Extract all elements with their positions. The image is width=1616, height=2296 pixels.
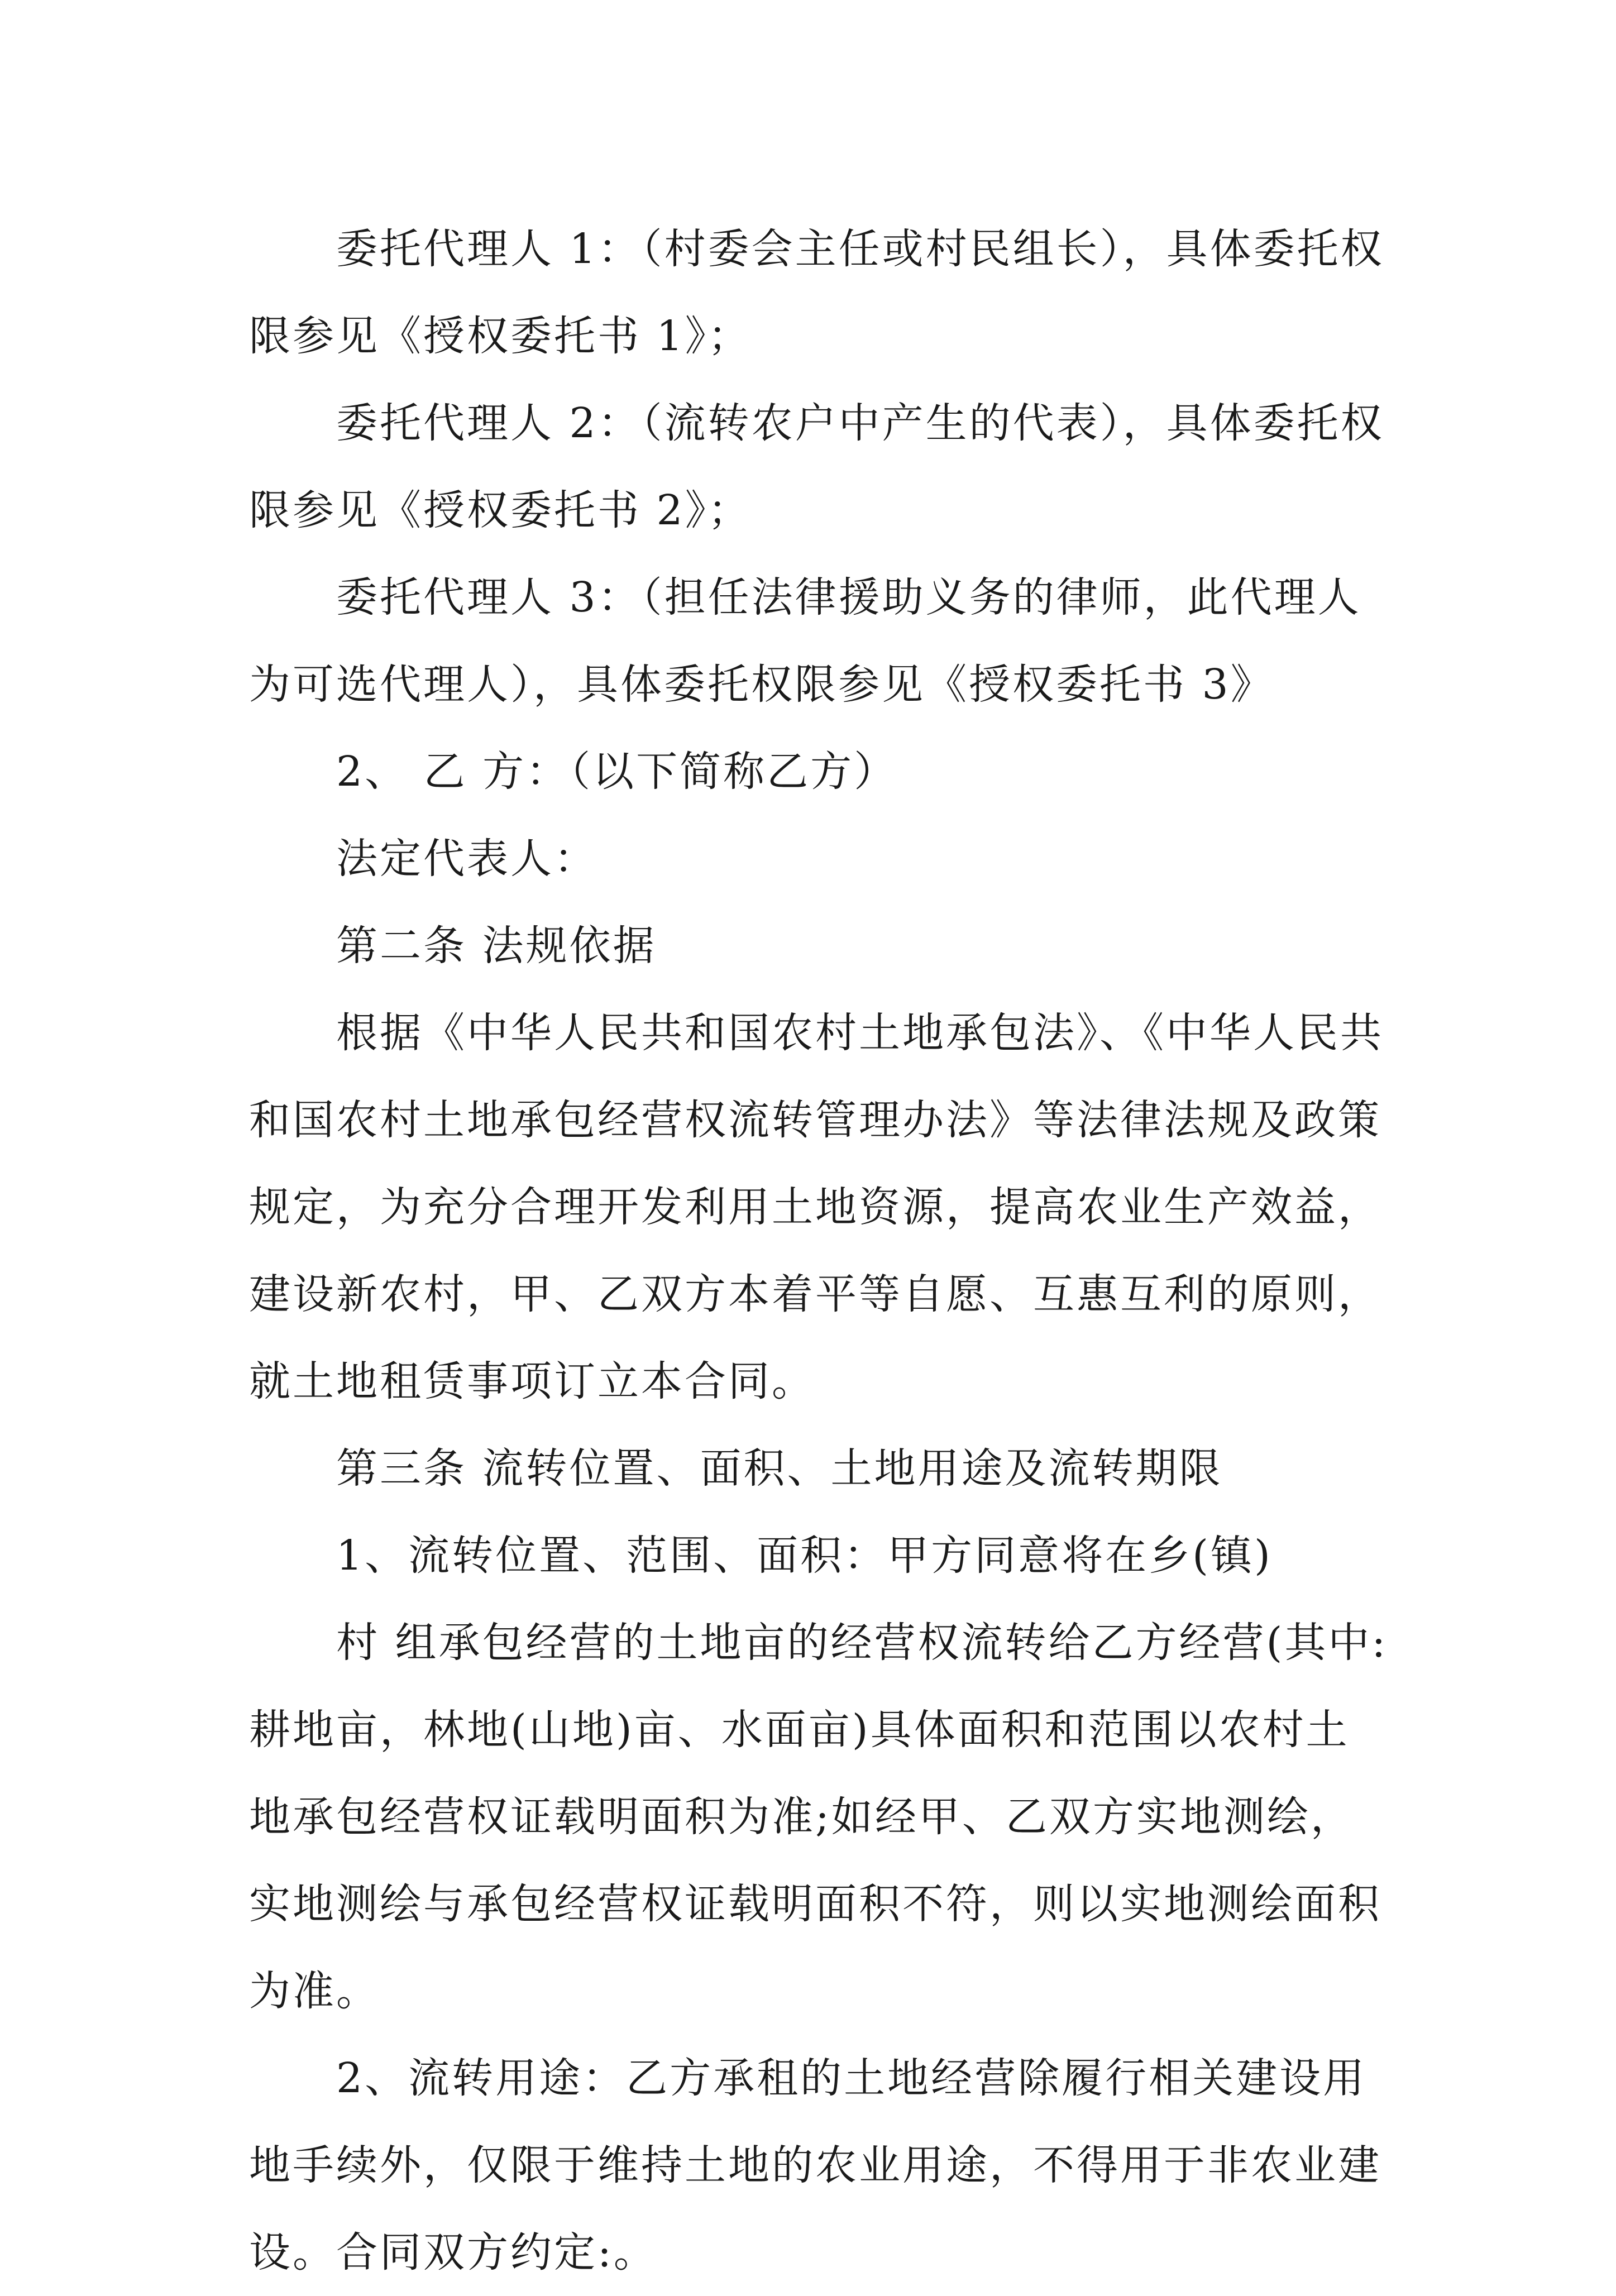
paragraph-legal-representative (249, 815, 1377, 902)
text-line: 法定代表人： (336, 835, 597, 883)
text-line: 村 组承包经营的土地亩的经营权流转给乙方经营(其中: (336, 1619, 1388, 1667)
document-body (249, 205, 1388, 2296)
paragraph-transfer-use (249, 2035, 1381, 2296)
text-line: 为可选代理人），具体委托权限参见《授权委托书 3》 (249, 661, 1274, 709)
text-line: 限参见《授权委托书 1》； (249, 312, 752, 360)
paragraph-agent-3 (249, 554, 1377, 728)
text-line: 委托代理人 2：（流转农户中产生的代表），具体委托权 (336, 399, 1384, 447)
text-line: 地手续外，仅限于维持土地的农业用途，不得用于非农业建 (249, 2141, 1381, 2189)
text-line: 为准。 (249, 1967, 380, 2015)
section-heading: 第二条 法规依据 (336, 922, 657, 970)
text-line: 规定，为充分合理开发利用土地资源，提高农业生产效益， (249, 1183, 1381, 1231)
paragraph-party-b (249, 728, 1377, 815)
text-line: 2、 乙 方：（以下简称乙方） (336, 748, 898, 796)
text-line: 实地测绘与承包经营权证载明面积不符，则以实地测绘面积 (249, 1880, 1381, 1928)
text-line: 建设新农村，甲、乙双方本着平等自愿、互惠互利的原则， (249, 1270, 1381, 1318)
paragraph-transfer-area (249, 1599, 1388, 2035)
section-heading: 第三条 流转位置、面积、土地用途及流转期限 (336, 1444, 1223, 1493)
text-line: 就土地租赁事项订立本合同。 (249, 1357, 815, 1405)
text-line: 委托代理人 1：（村委会主任或村民组长），具体委托权 (336, 225, 1384, 273)
paragraph-agent-1 (249, 205, 1384, 380)
text-line: 和国农村土地承包经营权流转管理办法》等法律法规及政策 (249, 1096, 1381, 1144)
text-line: 根据《中华人民共和国农村土地承包法》、《中华人民共 (336, 1009, 1384, 1057)
text-line: 地承包经营权证载明面积为准;如经甲、乙双方实地测绘， (249, 1793, 1354, 1841)
text-line: 设。合同双方约定:。 (249, 2228, 657, 2276)
paragraph-transfer-location (249, 1512, 1377, 1599)
paragraph-legal-basis (249, 989, 1384, 1425)
paragraph-agent-2 (249, 380, 1384, 554)
heading-article-3 (249, 1425, 1377, 1512)
text-line: 耕地亩，林地(山地)亩、水面亩)具体面积和范围以农村土 (249, 1706, 1350, 1754)
text-line: 1、流转位置、范围、面积：甲方同意将在乡(镇) (336, 1532, 1273, 1580)
heading-article-2 (249, 902, 1377, 989)
text-line: 限参见《授权委托书 2》； (249, 486, 752, 534)
text-line: 委托代理人 3：（担任法律援助义务的律师，此代理人 (336, 573, 1361, 621)
text-line: 2、流转用途：乙方承租的土地经营除履行相关建设用 (336, 2054, 1367, 2102)
